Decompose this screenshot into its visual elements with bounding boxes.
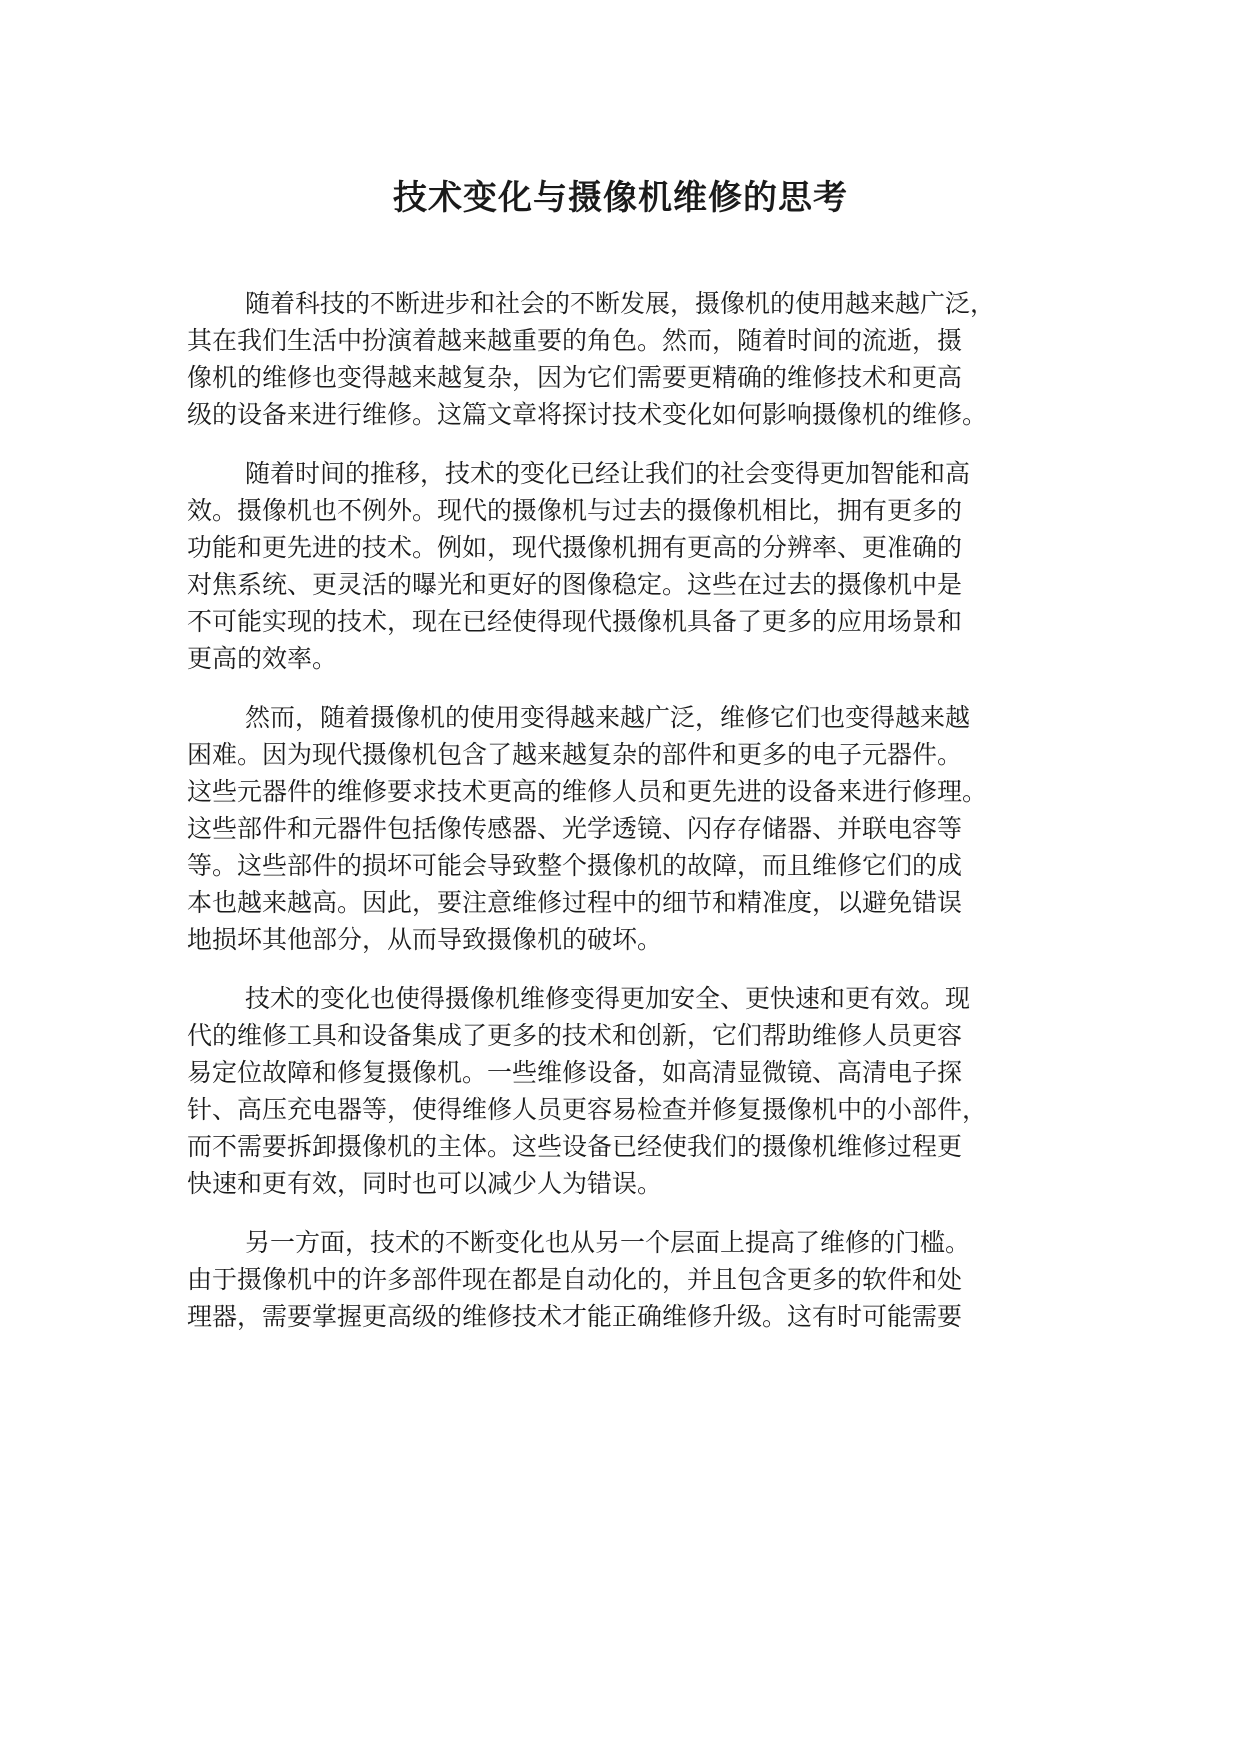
paragraph-line: 效。摄像机也不例外。现代的摄像机与过去的摄像机相比，拥有更多的 [187,496,963,525]
paragraph-line: 易定位故障和修复摄像机。一些维修设备，如高清显微镜、高清电子探 [187,1058,963,1087]
paragraph-line: 技术的变化也使得摄像机维修变得更加安全、更快速和更有效。现 [245,984,971,1013]
paragraph-line: 其在我们生活中扮演着越来越重要的角色。然而，随着时间的流逝，摄 [187,326,963,355]
paragraph-line: 这些元器件的维修要求技术更高的维修人员和更先进的设备来进行修理。 [187,777,988,806]
paragraph-line: 然而，随着摄像机的使用变得越来越广泛，维修它们也变得越来越 [245,703,971,732]
paragraph-line: 由于摄像机中的许多部件现在都是自动化的，并且包含更多的软件和处 [187,1265,963,1294]
paragraph-line: 理器，需要掌握更高级的维修技术才能正确维修升级。这有时可能需要 [187,1302,963,1331]
paragraph-3 [187,699,1067,958]
paragraph-line: 而不需要拆卸摄像机的主体。这些设备已经使我们的摄像机维修过程更 [187,1132,963,1161]
document-title: 技术变化与摄像机维修的思考 [393,178,848,218]
paragraph-line: 不可能实现的技术，现在已经使得现代摄像机具备了更多的应用场景和 [187,607,963,636]
paragraph-line: 级的设备来进行维修。这篇文章将探讨技术变化如何影响摄像机的维修。 [187,400,988,429]
paragraph-line: 另一方面，技术的不断变化也从另一个层面上提高了维修的门槛。 [245,1228,971,1257]
paragraph-line: 像机的维修也变得越来越复杂，因为它们需要更精确的维修技术和更高 [187,363,963,392]
paragraph-line: 地损坏其他部分，从而导致摄像机的破坏。 [187,925,663,954]
paragraph-line: 等。这些部件的损坏可能会导致整个摄像机的故障，而且维修它们的成 [187,851,963,880]
paragraph-line: 功能和更先进的技术。例如，现代摄像机拥有更高的分辨率、更准确的 [187,533,963,562]
paragraph-line: 对焦系统、更灵活的曝光和更好的图像稳定。这些在过去的摄像机中是 [187,570,963,599]
paragraph-line: 快速和更有效，同时也可以减少人为错误。 [187,1169,663,1198]
paragraph-5 [187,1224,1067,1335]
document-body [187,285,1067,1357]
paragraph-line: 更高的效率。 [187,644,338,673]
paragraph-1 [187,285,1067,433]
paragraph-line: 本也越来越高。因此，要注意维修过程中的细节和精准度，以避免错误 [187,888,963,917]
paragraph-line: 针、高压充电器等，使得维修人员更容易检查并修复摄像机中的小部件， [187,1095,988,1124]
paragraph-line: 困难。因为现代摄像机包含了越来越复杂的部件和更多的电子元器件。 [187,740,963,769]
paragraph-2 [187,455,1067,677]
paragraph-line: 这些部件和元器件包括像传感器、光学透镜、闪存存储器、并联电容等 [187,814,963,843]
paragraph-4 [187,980,1067,1202]
paragraph-line: 代的维修工具和设备集成了更多的技术和创新，它们帮助维修人员更容 [187,1021,963,1050]
paragraph-line: 随着科技的不断进步和社会的不断发展，摄像机的使用越来越广泛， [245,289,996,318]
paragraph-line: 随着时间的推移，技术的变化已经让我们的社会变得更加智能和高 [245,459,971,488]
